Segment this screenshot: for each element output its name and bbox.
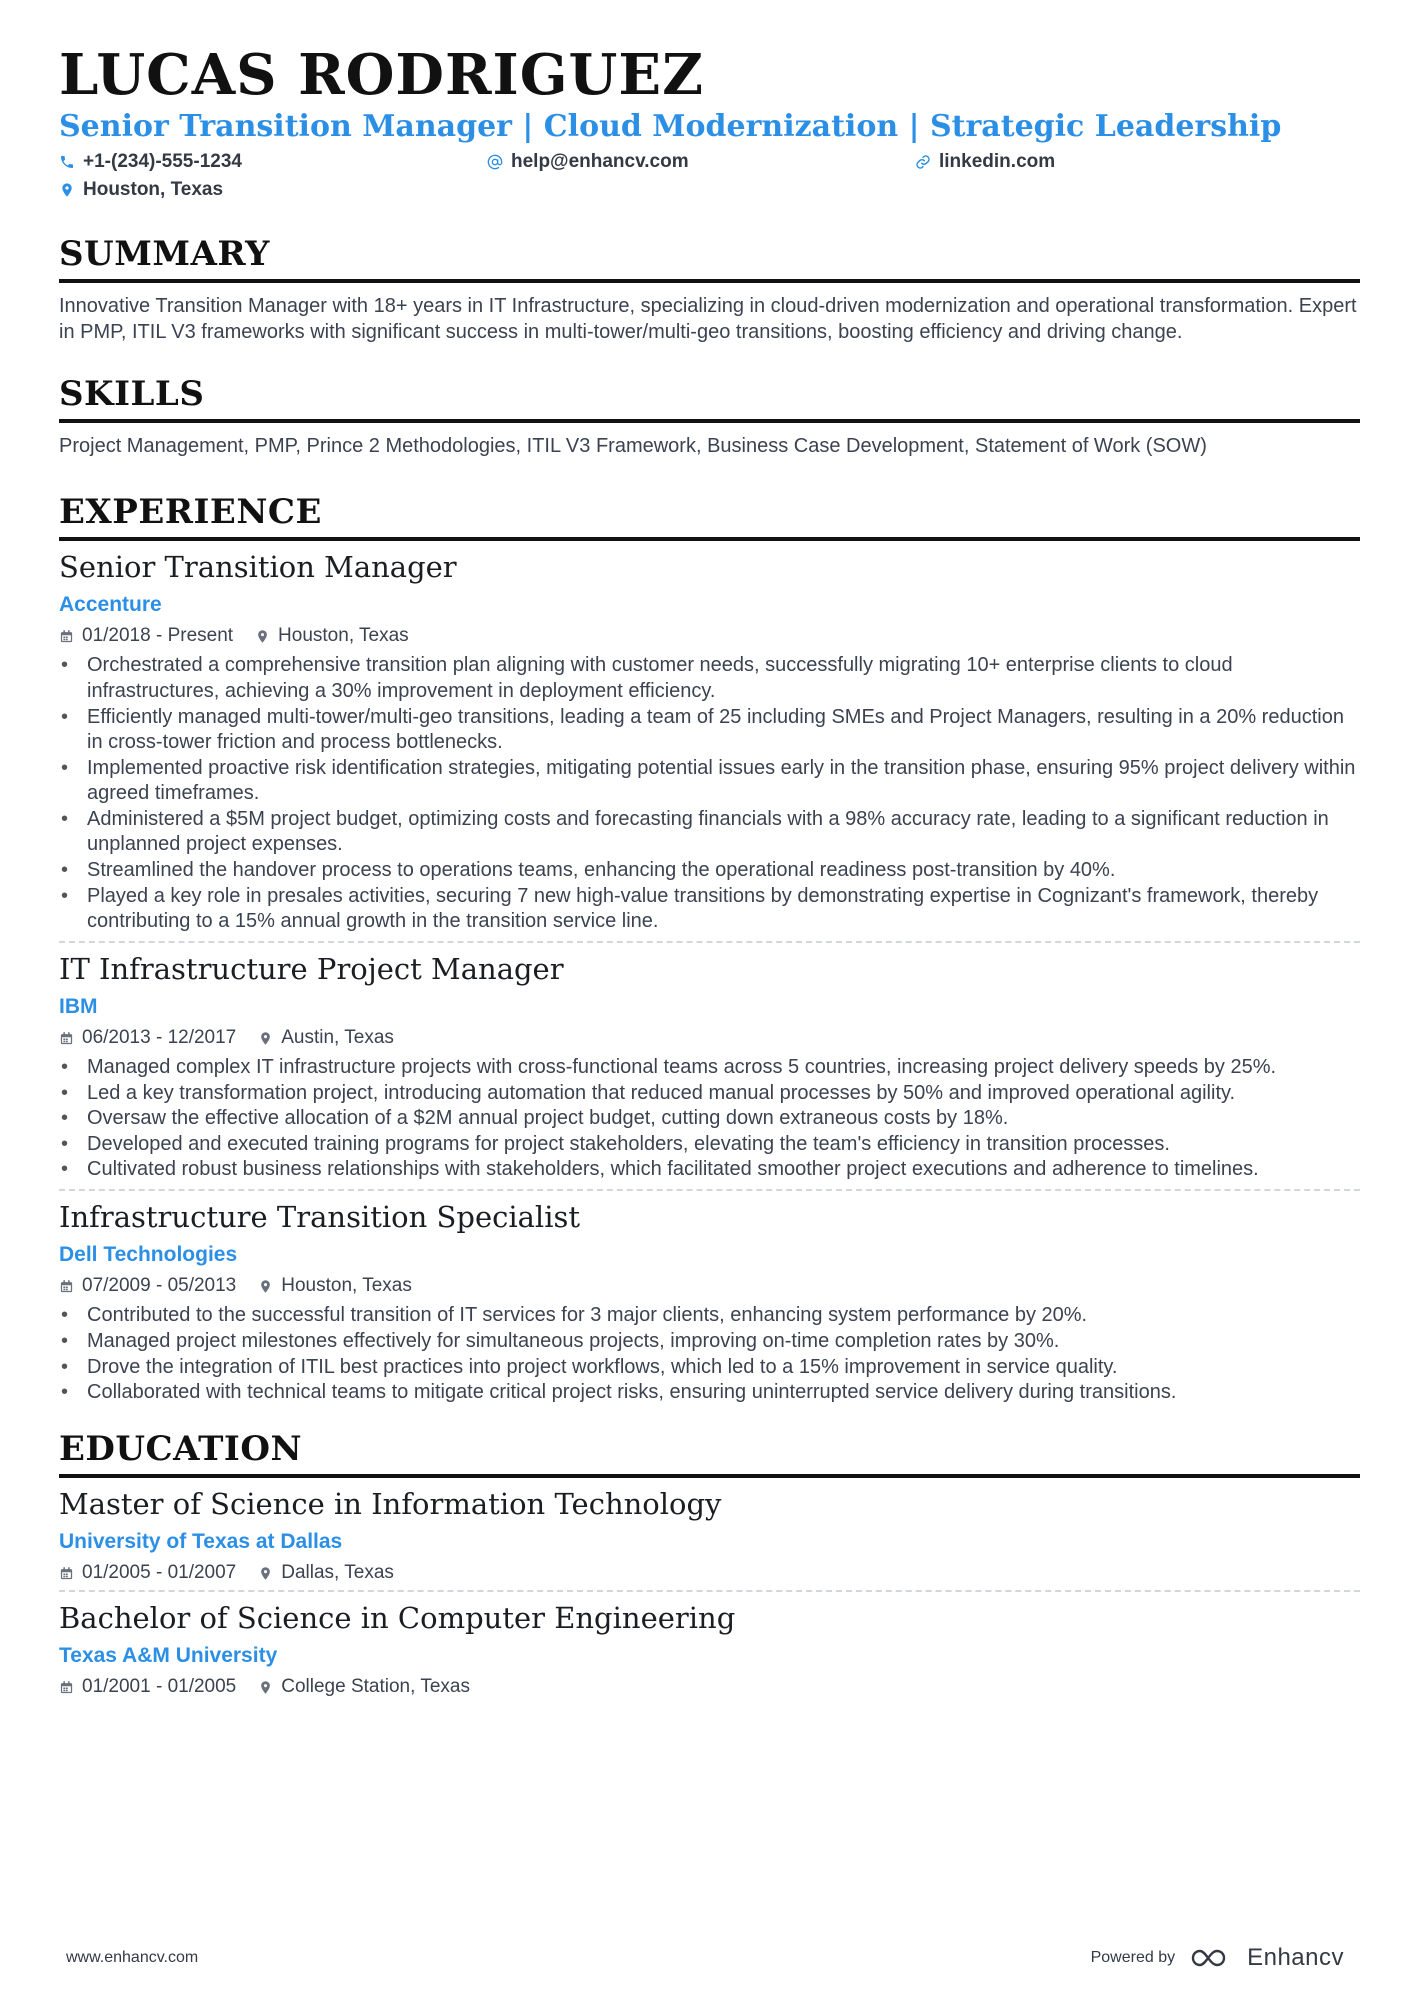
footer-website[interactable]: www.enhancv.com: [66, 1949, 199, 1966]
achievement-item: • Played a key role in presales activities, securing 7 new high-value transitions by demonstrating expertise in Cognizant's framework, thereby contributing to a 15% annual growth in the transition service line.: [59, 884, 1360, 935]
entry-location: [258, 1562, 394, 1584]
location-text: Houston, Texas: [83, 178, 224, 200]
location-text: College Station, Texas: [281, 1676, 470, 1698]
education-meta: [59, 1562, 1360, 1584]
achievement-item: • Cultivated robust business relationships with stakeholders, which facilitated smoother project executions and adherence to timelines.: [59, 1157, 1360, 1183]
section-title: EXPERIENCE: [59, 491, 322, 532]
education-meta: [59, 1676, 1360, 1698]
job-organization: Dell Technologies: [59, 1243, 238, 1267]
education-section: [59, 1430, 1360, 1699]
contact-location: [59, 179, 223, 201]
contact-phone: [59, 151, 242, 173]
location-icon: [258, 1566, 273, 1581]
location-text: Austin, Texas: [281, 1027, 394, 1049]
education-entry: [59, 1478, 1360, 1592]
skills-section: [59, 375, 1360, 459]
job-organization: IBM: [59, 995, 98, 1019]
job-meta: [59, 625, 1360, 647]
achievement-item: • Implemented proactive risk identification strategies, mitigating potential issues early in the transition phase, ensuring 95% project delivery within agreed timeframes.: [59, 756, 1360, 807]
achievement-item: • Developed and executed training programs for project stakeholders, elevating the team's efficiency in transition processes.: [59, 1132, 1360, 1158]
location-text: Houston, Texas: [281, 1275, 412, 1297]
section-title: SKILLS: [59, 373, 205, 414]
enhancv-logo-icon: [1189, 1947, 1233, 1969]
entry-location: [258, 1027, 394, 1049]
link-icon: [915, 154, 931, 170]
job-entry: [59, 541, 1360, 943]
calendar-icon: [59, 1031, 74, 1046]
phone-text: +1-(234)-555-1234: [83, 150, 242, 172]
skills-text: Project Management, PMP, Prince 2 Methodologies, ITIL V3 Framework, Business Case Development, Statement of Work (SOW): [59, 434, 1207, 457]
summary-section: [59, 235, 1360, 345]
contact-linkedin[interactable]: [915, 151, 1055, 173]
brand-name: Enhancv: [1247, 1944, 1344, 1971]
achievement-item: • Managed project milestones effectively for simultaneous projects, improving on-time completion rates by 30%.: [59, 1329, 1360, 1355]
achievement-item: • Led a key transformation project, introducing automation that reduced manual processes by 50% and improved operational agility.: [59, 1081, 1360, 1107]
date-text: 01/2005 - 01/2007: [82, 1562, 237, 1584]
calendar-icon: [59, 1680, 74, 1695]
achievement-item: • Oversaw the effective allocation of a $2M annual project budget, cutting down extraneous costs by 18%.: [59, 1106, 1360, 1132]
powered-by: [1091, 1944, 1344, 1972]
calendar-icon: [59, 1279, 74, 1294]
linkedin-text[interactable]: linkedin.com: [939, 150, 1056, 172]
calendar-icon: [59, 629, 74, 644]
date-range: [59, 1562, 236, 1584]
job-title: IT Infrastructure Project Manager: [59, 951, 564, 986]
entry-location: [258, 1275, 412, 1297]
calendar-icon: [59, 1566, 74, 1581]
section-rule: [59, 279, 1360, 283]
achievement-item: • Managed complex IT infrastructure projects with cross-functional teams across 5 countries, increasing project delivery speeds by 25%.: [59, 1055, 1360, 1081]
summary-text: Innovative Transition Manager with 18+ years in IT Infrastructure, specializing in cloud-driven modernization and operational transformation. Expert in PMP, ITIL V3 frameworks with significant success in multi-tower/multi-geo transitions, boosting efficiency and driving change.: [59, 294, 1357, 343]
experience-section: [59, 493, 1360, 1406]
contact-email[interactable]: [487, 151, 689, 173]
powered-by-label: Powered by: [1090, 1949, 1176, 1966]
date-range: [59, 625, 233, 647]
job-title: Senior Transition Manager: [59, 550, 457, 585]
education-list: [59, 1478, 1360, 1699]
location-text: Houston, Texas: [278, 625, 409, 647]
location-icon: [258, 1031, 273, 1046]
date-text: 07/2009 - 05/2013: [82, 1275, 237, 1297]
date-text: 01/2001 - 01/2005: [82, 1676, 237, 1698]
entry-location: [258, 1676, 470, 1698]
achievement-item: • Efficiently managed multi-tower/multi-geo transitions, leading a team of 25 including SMEs and Project Managers, resulting in a 20% reduction in cross-tower friction and process bottlenecks.: [59, 705, 1360, 756]
education-organization: University of Texas at Dallas: [59, 1530, 343, 1554]
date-range: [59, 1027, 236, 1049]
date-range: [59, 1676, 236, 1698]
achievement-item: • Streamlined the handover process to operations teams, enhancing the operational readiness post-transition by 40%.: [59, 858, 1360, 884]
achievement-list: [59, 653, 1360, 935]
job-meta: [59, 1275, 1360, 1297]
location-icon: [258, 1279, 273, 1294]
date-text: 01/2018 - Present: [82, 625, 234, 647]
achievement-item: • Contributed to the successful transition of IT services for 3 major clients, enhancing system performance by 20%.: [59, 1303, 1360, 1329]
achievement-list: [59, 1055, 1360, 1183]
job-meta: [59, 1027, 1360, 1049]
achievement-item: • Drove the integration of ITIL best practices into project workflows, which led to a 15% improvement in service quality.: [59, 1355, 1360, 1381]
section-rule: [59, 419, 1360, 423]
achievement-item: • Orchestrated a comprehensive transition plan aligning with customer needs, successfully migrating 10+ enterprise clients to cloud infrastructures, achieving a 30% improvement in deployment efficiency.: [59, 653, 1360, 704]
job-entry: [59, 1191, 1360, 1406]
achievement-list: [59, 1303, 1360, 1405]
entry-location: [255, 625, 409, 647]
candidate-name: LUCAS RODRIGUEZ: [59, 42, 704, 108]
education-organization: Texas A&M University: [59, 1644, 278, 1668]
achievement-item: • Collaborated with technical teams to mitigate critical project risks, ensuring uninterrupted service delivery during transitions.: [59, 1380, 1360, 1406]
phone-icon: [59, 154, 75, 170]
education-entry: [59, 1592, 1360, 1698]
experience-list: [59, 541, 1360, 1406]
location-icon: [258, 1680, 273, 1695]
location-icon: [59, 182, 75, 198]
contact-row: [59, 151, 1360, 205]
education-title: Bachelor of Science in Computer Engineering: [59, 1601, 736, 1636]
achievement-item: • Administered a $5M project budget, optimizing costs and forecasting financials with a 98% accuracy rate, leading to a significant reduction in unplanned project expenses.: [59, 807, 1360, 858]
education-title: Master of Science in Information Technology: [59, 1486, 722, 1521]
section-title: EDUCATION: [59, 1428, 303, 1469]
date-text: 06/2013 - 12/2017: [82, 1027, 237, 1049]
resume-header: [59, 42, 1360, 205]
email-text[interactable]: help@enhancv.com: [511, 150, 689, 172]
location-icon: [255, 629, 270, 644]
job-organization: Accenture: [59, 593, 162, 617]
footer: [66, 1944, 1344, 1972]
job-title: Infrastructure Transition Specialist: [59, 1200, 581, 1235]
section-title: SUMMARY: [59, 233, 270, 274]
headline: Senior Transition Manager | Cloud Modernization | Strategic Leadership: [59, 108, 1282, 144]
at-icon: [487, 154, 503, 170]
date-range: [59, 1275, 236, 1297]
location-text: Dallas, Texas: [281, 1562, 394, 1584]
job-entry: [59, 943, 1360, 1191]
